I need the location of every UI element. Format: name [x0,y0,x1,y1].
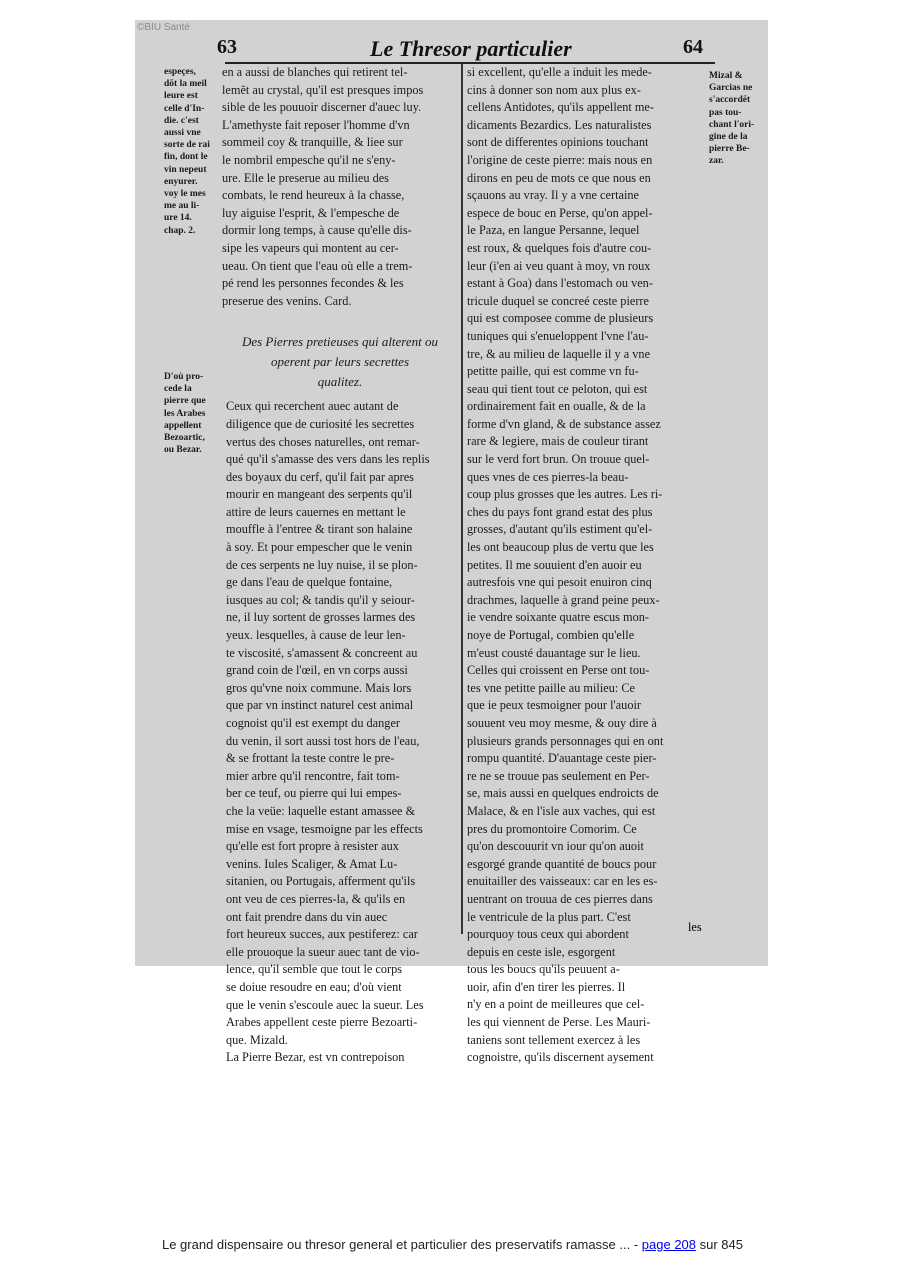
text-line: qui est composee comme de plusieurs [467,311,654,326]
text-line: seau qui tient tout ce peloton, qui est [467,381,648,396]
text-line: sible de les pouuoir discerner d'auec luy. [222,100,422,115]
text-line: ge dans l'eau de quelque fontaine, [226,575,393,590]
margin-note-line: pas tou- [709,107,742,118]
text-line: dirons en peu de mots ce que nous en [467,170,651,185]
margin-note-line: cede la [164,384,192,395]
margin-note-line: les Arabes [164,408,206,419]
text-line: tes vne petitte paille au milieu: Ce [467,680,636,695]
margin-note-line: pierre que [164,396,206,407]
text-line: Arabes appellent ceste pierre Bezoarti- [226,1015,418,1030]
text-line: sont de differentes opinions touchant [467,135,649,150]
text-line: à soy. Et pour empescher que le venin [226,540,413,555]
text-line: mourir en mangeant des serpents qu'il [226,487,413,502]
margin-note-line: enyurer. [164,176,198,187]
text-line: dormir long temps, à cause qu'elle dis- [222,223,412,238]
text-line: les ont beaucoup plus de vertu que les [467,540,654,555]
text-line: pé rend les personnes fecondes & les [222,276,404,291]
margin-note-line: chant l'ori- [709,119,755,130]
text-line: ueau. On tient que l'eau où elle a trem- [222,258,413,273]
text-line: esgorgé grande quantité de boucs pour [467,856,657,871]
text-line: coup plus grosses que les autres. Les ri- [467,487,663,502]
catchword: les [688,920,702,934]
margin-note-line: s'accordẽt [709,95,751,106]
heading-line: Des Pierres pretieuses qui alterent ou [241,334,439,350]
margin-note-line: dõt la meil [164,79,207,90]
margin-note-line: D'où pro- [164,372,204,382]
margin-note-line: aussi vne [164,128,201,139]
text-line: L'amethyste fait reposer l'homme d'vn [222,117,410,132]
text-line: cins à donner son nom aux plus ex- [467,82,641,97]
page-link[interactable]: page 208 [641,1237,697,1252]
text-line: si excellent, qu'elle a induit les mede- [467,65,652,79]
margin-note-line: fin, dont le [164,152,208,163]
text-line: le ventricule de la plus part. C'est [467,909,631,924]
margin-note-line: Garcias ne [709,83,753,94]
text-line: sitanien, ou Portugais, afferment qu'ils [226,874,416,889]
text-line: luy aiguise l'esprit, & l'empesche de [222,205,400,220]
text-line: Malace, & en l'isle aux vaches, qui est [467,803,656,818]
right-page-number: 64 [683,36,703,58]
text-line: que ie peux tesmoigner pour l'auoir [467,698,641,713]
margin-note-line: celle d'In- [164,103,205,114]
text-line: ont veu de ces pierres-la, & qu'ils en [226,891,406,906]
text-line: du venin, il sort aussi tost hors de l'eau, [226,733,420,748]
text-line: taniens sont tellement exercez à les [467,1032,641,1047]
margin-note-line: ure 14. [164,213,192,224]
text-line: estant à Goa) dans l'estomach ou ven- [467,276,653,291]
left-column-paragraph-1 [222,64,458,310]
heading-line: operent par leurs secrettes [270,354,410,370]
text-line: qu'elle est fort propre à resister aux [226,839,399,854]
right-margin-note [709,70,754,168]
text-line: plusieurs grands personnages qui en ont [467,733,664,748]
caption-title: Le grand dispensaire ou thresor general et particulier des preservatifs ramasse ... - [161,1237,642,1252]
text-line: tre, & au milieu de laquelle il y a vne [467,346,651,361]
margin-note-line: vin nepeut [164,164,207,175]
text-line: cognoistre, qu'ils discernent aysement [467,1050,654,1065]
margin-note-line: appellent [164,420,202,431]
caption-total: sur 845 [696,1237,743,1252]
margin-note-line: gine de la [709,132,748,143]
text-line: leur (i'en ai veu quant à moy, vn roux [467,258,651,273]
text-line: enuitailler des vaisseaux: car en les es- [467,874,658,889]
text-line: venins. Iules Scaliger, & Amat Lu- [226,856,398,871]
margin-note-line: chap. 2. [164,225,196,236]
left-margin-note-2 [164,371,206,456]
text-line: que le venin s'escoule auec la sueur. Les [226,997,424,1012]
text-line: re ne se trouue pas seulement en Per- [467,768,650,783]
text-line: le Paza, en langue Persanne, lequel [467,223,640,238]
text-line: ber ce teuf, ou pierre qui lui empes- [226,786,402,801]
running-head [135,30,768,66]
text-line: petites. Il me souuient d'en auoir eu [467,557,642,572]
text-line: Celles qui croissent en Perse ont tou- [467,663,650,678]
text-line: mouffle à l'entree & tirant son halaine [226,522,413,537]
text-line: ches du pays font grand estat des plus [467,504,653,519]
text-line: mise en vsage, tesmoigne par les effects [226,821,423,836]
text-line: petitte paille, qui est comme vn fu- [467,364,639,379]
text-line: & se frottant la teste contre le pre- [226,751,395,766]
text-line: ques vnes de ces pierres-la beau- [467,469,629,484]
text-line: sur le verd fort brun. On trouue quel- [467,452,650,467]
text-line: ure. Elle le preserue au milieu des [222,170,389,185]
text-line: combats, le rend heureux à la chasse, [222,188,405,203]
text-line: pres du promontoire Comorim. Ce [467,821,637,836]
text-line: souuent veu moy mesme, & ouy dire à [467,715,657,730]
text-line: lence, qu'il semble que tout le corps [226,962,403,977]
text-line: te viscosité, s'amassent & concreent au [226,645,418,660]
margin-note-line: zar. [709,156,724,167]
text-line: diligence que de curiosité les secrettes [226,416,415,431]
left-column-paragraph-2 [222,398,458,1067]
text-line: lemẽt au crystal, qu'il est presques impos [222,82,424,97]
text-line: sipe les vapeurs qui montent au cer- [222,240,399,255]
margin-note-line: Bezoartic, [164,433,205,444]
text-line: ne, il luy sortent de grosses larmes des [226,610,416,625]
text-line: l'origine de ceste pierre: mais nous en [467,152,653,167]
text-line: uoir, afin d'en tirer les pierres. Il [467,979,626,994]
right-column-paragraph [467,64,707,1067]
text-line: mier arbre qu'il rencontre, fait tom- [226,768,400,783]
text-line: espece de bouc en Perse, qu'on appel- [467,205,653,220]
text-line: uentrant on trouua de ces pierres dans [467,891,653,906]
text-line: se doiue resoudre en eau; d'où vient [226,979,402,994]
text-line: tous les boucs qu'ils peuuent a- [467,962,620,977]
margin-note-line: Mizal & [709,71,743,81]
text-line: fort heureux succes, aux pestiferez: car [226,927,418,942]
left-margin-note-1 [164,66,210,237]
text-line: grand coin de l'œil, en vn corps aussi [226,663,408,678]
text-line: iusques au col; & tandis qu'il y seiour- [226,592,415,607]
column-divider [461,64,463,934]
text-line: est roux, & quelques fois d'autre cou- [467,240,652,255]
text-line: le nombril empesche qu'il ne s'eny- [222,152,396,167]
text-line: que. Mizald. [226,1032,288,1047]
margin-note-line: me au li- [164,201,200,212]
text-line: ont fait prendre dans du vin auec [226,909,388,924]
text-line: forme d'vn gland, & de substance assez [467,416,661,431]
text-line: attire de leurs cauernes en mettant le [226,504,406,519]
text-line: drachmes, laquelle à grand peine peux- [467,592,660,607]
left-text-column [222,64,458,1067]
text-line: elle prouoque la sueur auec tant de vio- [226,944,420,959]
text-line: tuniques qui s'enueloppent l'vne l'au- [467,328,649,343]
text-line: depuis en ceste isle, esgorgent [467,944,616,959]
section-heading [222,332,458,392]
text-line: yeux. lesquelles, à cause de leur len- [226,628,406,643]
text-line: noye de Portugal, combien qu'elle [467,628,635,642]
text-line: preserue des venins. Card. [222,293,352,308]
text-line: se, mais aussi en quelques endroicts de [467,786,659,801]
text-line: ie vendre soixante quatre escus mon- [467,610,649,625]
text-line: en a aussi de blanches qui retirent tel- [222,65,408,79]
text-line: pourquoy tous ceux qui abordent [467,927,629,942]
text-line: sçauons au vray. Il y a vne certaine [467,188,639,203]
viewer-caption [0,1237,905,1252]
right-text-column [467,64,707,1067]
margin-note-line: die. c'est [164,115,199,126]
heading-line: qualitez. [317,374,363,390]
text-line: rare & legiere, mais de couleur tirant [467,434,649,449]
margin-note-line: sorte de rai [164,140,210,151]
text-line: que par vn instinct naturel cest animal [226,698,414,713]
text-line: tricule duquel se concreé ceste pierre [467,293,649,308]
text-line: che la veüe: laquelle estant amassee & [226,803,416,818]
text-line: n'y en a point de meilleures que cel- [467,997,645,1012]
text-line: grosses, d'autant qu'ils estiment qu'el- [467,522,653,537]
text-line: qu'on descouurit vn iour qu'on auoit [467,839,644,854]
watermark: ©BIU Santé [137,22,190,33]
text-line: cognoist qu'il est exempt du danger [226,716,400,730]
margin-note-line: voy le mes [164,189,206,200]
margin-note-line: espeçes, [164,67,196,77]
text-line: gros qu'vne noix commune. Mais lors [226,680,412,695]
text-line: sommeil coy & tranquille, & liee sur [222,135,403,150]
left-page-number: 63 [217,36,237,58]
text-line: qué qu'il s'amasse des vers dans les replis [226,452,430,467]
margin-note-line: leure est [164,91,198,102]
text-line: les qui viennent de Perse. Les Mauri- [467,1015,651,1030]
text-line: m'eust cousté dauantage sur le lieu. [467,645,641,660]
book-page-scan [135,20,768,1065]
text-line: vertus des choses naturelles, ont remar- [226,434,420,449]
text-line: dicaments Bezardics. Les naturalistes [467,117,652,132]
margin-note-line: ou Bezar. [164,445,202,456]
margin-note-line: pierre Be- [709,144,750,155]
text-line: rompu quantité. D'auantage ceste pier- [467,751,657,766]
text-line: La Pierre Bezar, est vn contrepoison [226,1050,405,1065]
text-line: de ces serpents ne luy nuise, il se plon- [226,557,418,572]
page-title: Le Thresor particulier [370,36,572,61]
text-line: cellens Antidotes, qu'ils appellent me- [467,100,654,115]
text-line: autresfois vne qui pesoit enuiron cinq [467,575,652,590]
text-line: des boyaux du cerf, qu'il fait par apres [226,469,414,484]
text-line: Ceux qui recerchent auec autant de [226,399,399,414]
text-line: ordinairement fait en oualle, & de la [467,399,646,414]
